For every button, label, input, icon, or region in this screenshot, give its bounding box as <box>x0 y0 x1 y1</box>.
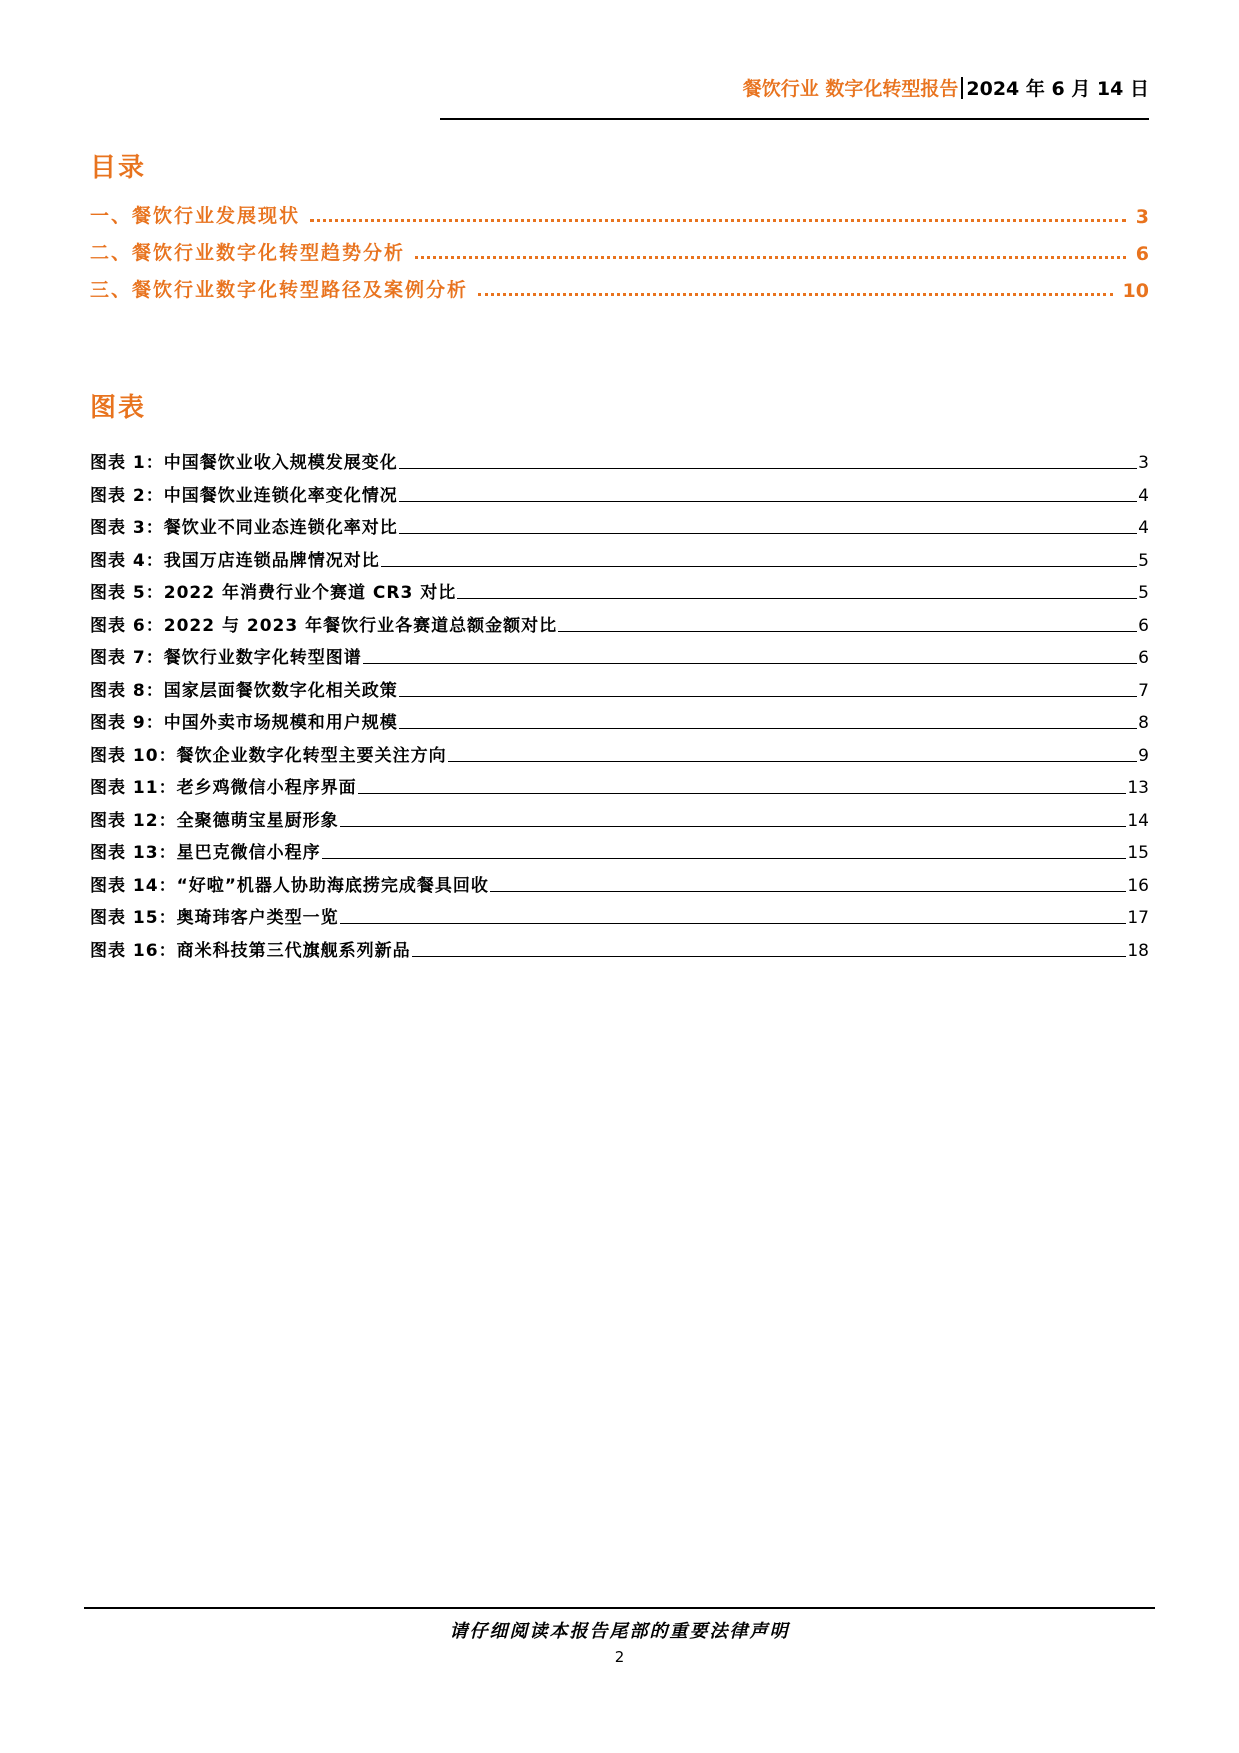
figures-heading: 图表 <box>90 393 147 423</box>
figure-item-label: 图表 3：餐饮业不同业态连锁化率对比 <box>90 518 398 538</box>
leader-line <box>322 858 1127 859</box>
figure-item-label: 图表 9：中国外卖市场规模和用户规模 <box>90 713 398 733</box>
page-header <box>440 74 1149 120</box>
figure-item-label: 图表 13：星巴克微信小程序 <box>90 843 321 863</box>
figure-item-page: 17 <box>1127 908 1149 928</box>
leader-line <box>457 598 1137 599</box>
leader-line <box>399 468 1137 469</box>
leader-line <box>412 956 1127 957</box>
toc-item[interactable] <box>90 272 1149 302</box>
toc-heading: 目录 <box>90 153 147 183</box>
header-text <box>743 74 1149 101</box>
leader-line <box>381 566 1137 567</box>
figure-list-item[interactable] <box>90 870 1149 896</box>
figure-item-page: 5 <box>1138 551 1149 571</box>
figure-item-page: 8 <box>1138 713 1149 733</box>
figure-list-item[interactable] <box>90 480 1149 506</box>
figure-item-label: 图表 10：餐饮企业数字化转型主要关注方向 <box>90 746 447 766</box>
dot-leader <box>478 293 1113 296</box>
figure-item-page: 4 <box>1138 518 1149 538</box>
figure-item-label: 图表 8：国家层面餐饮数字化相关政策 <box>90 681 398 701</box>
figure-item-page: 3 <box>1138 453 1149 473</box>
report-date: 2024 年 6 月 14 日 <box>966 78 1149 100</box>
figure-list-item[interactable] <box>90 512 1149 538</box>
figure-list-item[interactable] <box>90 675 1149 701</box>
figure-item-page: 16 <box>1127 876 1149 896</box>
figure-list-item[interactable] <box>90 447 1149 473</box>
figure-item-page: 5 <box>1138 583 1149 603</box>
toc-item[interactable] <box>90 235 1149 265</box>
figure-item-page: 13 <box>1127 778 1149 798</box>
figure-item-label: 图表 7：餐饮行业数字化转型图谱 <box>90 648 362 668</box>
figure-list-item[interactable] <box>90 610 1149 636</box>
figure-list-item[interactable] <box>90 902 1149 928</box>
page-number: 2 <box>614 1648 625 1666</box>
figure-list-item[interactable] <box>90 772 1149 798</box>
figure-list-item[interactable] <box>90 740 1149 766</box>
figure-list-item[interactable] <box>90 577 1149 603</box>
figure-item-page: 4 <box>1138 486 1149 506</box>
toc-item-page: 3 <box>1135 206 1149 228</box>
footer-rule <box>84 1607 1155 1609</box>
leader-line <box>399 696 1137 697</box>
figure-item-label: 图表 5：2022 年消费行业个赛道 CR3 对比 <box>90 583 457 603</box>
header-separator <box>961 77 963 99</box>
dot-leader <box>415 256 1126 259</box>
figure-item-label: 图表 6：2022 与 2023 年餐饮行业各赛道总额金额对比 <box>90 616 558 636</box>
toc-item-page: 6 <box>1135 243 1149 265</box>
figure-item-label: 图表 15：奥琦玮客户类型一览 <box>90 908 339 928</box>
toc-item-page: 10 <box>1122 280 1149 302</box>
figure-item-page: 14 <box>1127 811 1149 831</box>
figure-item-label: 图表 11：老乡鸡微信小程序界面 <box>90 778 357 798</box>
dot-leader <box>310 219 1126 222</box>
leader-line <box>399 728 1137 729</box>
leader-line <box>448 761 1138 762</box>
leader-line <box>399 501 1137 502</box>
legal-notice: 请仔细阅读本报告尾部的重要法律声明 <box>449 1621 790 1642</box>
figure-item-page: 6 <box>1138 648 1149 668</box>
figure-item-label: 图表 4：我国万店连锁品牌情况对比 <box>90 551 380 571</box>
figure-list-item[interactable] <box>90 837 1149 863</box>
figure-list-item[interactable] <box>90 707 1149 733</box>
figure-item-label: 图表 1：中国餐饮业收入规模发展变化 <box>90 453 398 473</box>
leader-line <box>340 923 1127 924</box>
figure-item-label: 图表 12：全聚德萌宝星厨形象 <box>90 811 339 831</box>
report-title: 餐饮行业 数字化转型报告 <box>742 78 959 100</box>
figure-list-item[interactable] <box>90 935 1149 961</box>
figure-item-page: 6 <box>1138 616 1149 636</box>
toc-item-label: 三、餐饮行业数字化转型路径及案例分析 <box>90 279 469 301</box>
leader-line <box>490 891 1126 892</box>
toc-item-label: 一、餐饮行业发展现状 <box>90 205 301 227</box>
header-rule <box>440 118 1149 120</box>
figure-list-item[interactable] <box>90 805 1149 831</box>
figure-item-label: 图表 16：商米科技第三代旗舰系列新品 <box>90 941 411 961</box>
figure-item-page: 9 <box>1138 746 1149 766</box>
figure-item-label: 图表 14：“好啦”机器人协助海底捞完成餐具回收 <box>90 876 489 896</box>
figure-item-page: 15 <box>1127 843 1149 863</box>
figure-list-item[interactable] <box>90 642 1149 668</box>
toc-item-label: 二、餐饮行业数字化转型趋势分析 <box>90 242 406 264</box>
leader-line <box>358 793 1127 794</box>
leader-line <box>363 663 1137 664</box>
figure-list-item[interactable] <box>90 545 1149 571</box>
figure-item-label: 图表 2：中国餐饮业连锁化率变化情况 <box>90 486 398 506</box>
leader-line <box>340 826 1127 827</box>
toc-item[interactable] <box>90 198 1149 228</box>
figure-item-page: 7 <box>1138 681 1149 701</box>
leader-line <box>558 631 1137 632</box>
figure-item-page: 18 <box>1127 941 1149 961</box>
leader-line <box>399 533 1137 534</box>
